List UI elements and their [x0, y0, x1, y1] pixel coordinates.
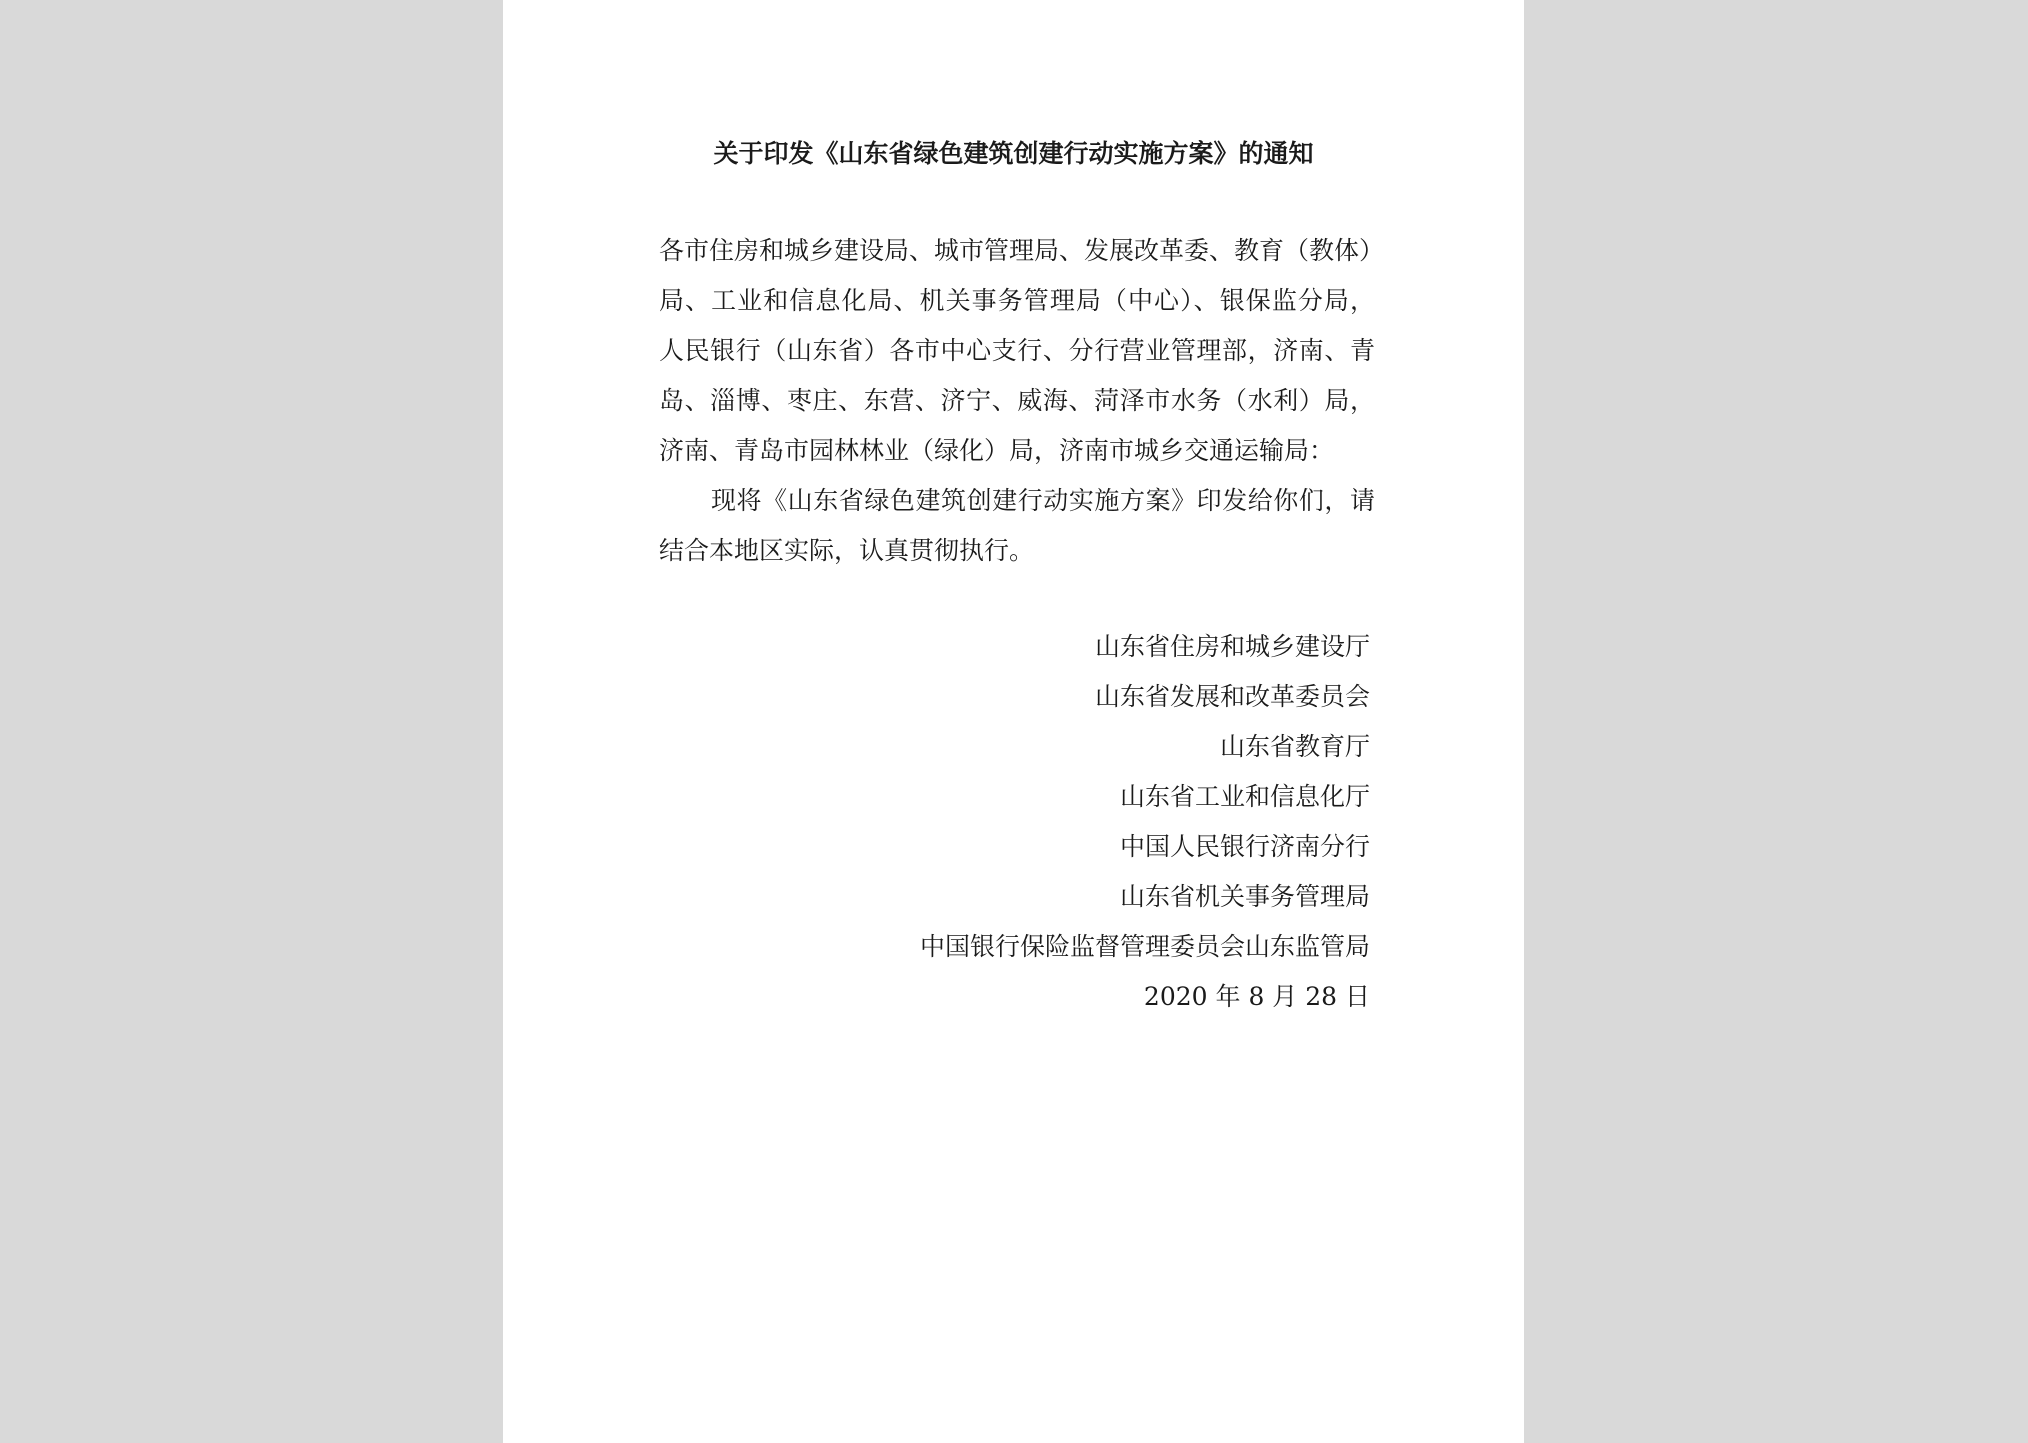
body-line: 现将《山东省绿色建筑创建行动实施方案》印发给你们，请 [711, 486, 1375, 515]
signatory: 山东省工业和信息化厅 [1119, 782, 1370, 811]
addressee-line: 济南、青岛市园林林业（绿化）局，济南市城乡交通运输局： [659, 436, 1335, 465]
addressee-line: 岛、淄博、枣庄、东营、济宁、威海、菏泽市水务（水利）局， [659, 386, 1375, 415]
signatory: 山东省机关事务管理局 [1119, 882, 1370, 911]
signatory: 中国人民银行济南分行 [1119, 832, 1370, 861]
document-date: 2020 年 8 月 28 日 [1143, 982, 1370, 1011]
signature-block [654, 628, 1370, 1028]
document-title: 关于印发《山东省绿色建筑创建行动实施方案》的通知 [713, 139, 1314, 168]
document-body [659, 232, 1385, 582]
signatory: 山东省教育厅 [1219, 732, 1370, 761]
addressee-line: 人民银行（山东省）各市中心支行、分行营业管理部，济南、青 [659, 336, 1375, 365]
body-line: 结合本地区实际，认真贯彻执行。 [659, 536, 1035, 565]
document-page [503, 0, 1524, 1443]
signatory: 中国银行保险监督管理委员会山东监管局 [919, 932, 1370, 961]
addressee-line: 各市住房和城乡建设局、城市管理局、发展改革委、教育（教体） [659, 236, 1385, 265]
signatory: 山东省住房和城乡建设厅 [1094, 632, 1370, 661]
addressee-line: 局、工业和信息化局、机关事务管理局（中心）、银保监分局， [659, 286, 1375, 315]
signatory: 山东省发展和改革委员会 [1094, 682, 1370, 711]
